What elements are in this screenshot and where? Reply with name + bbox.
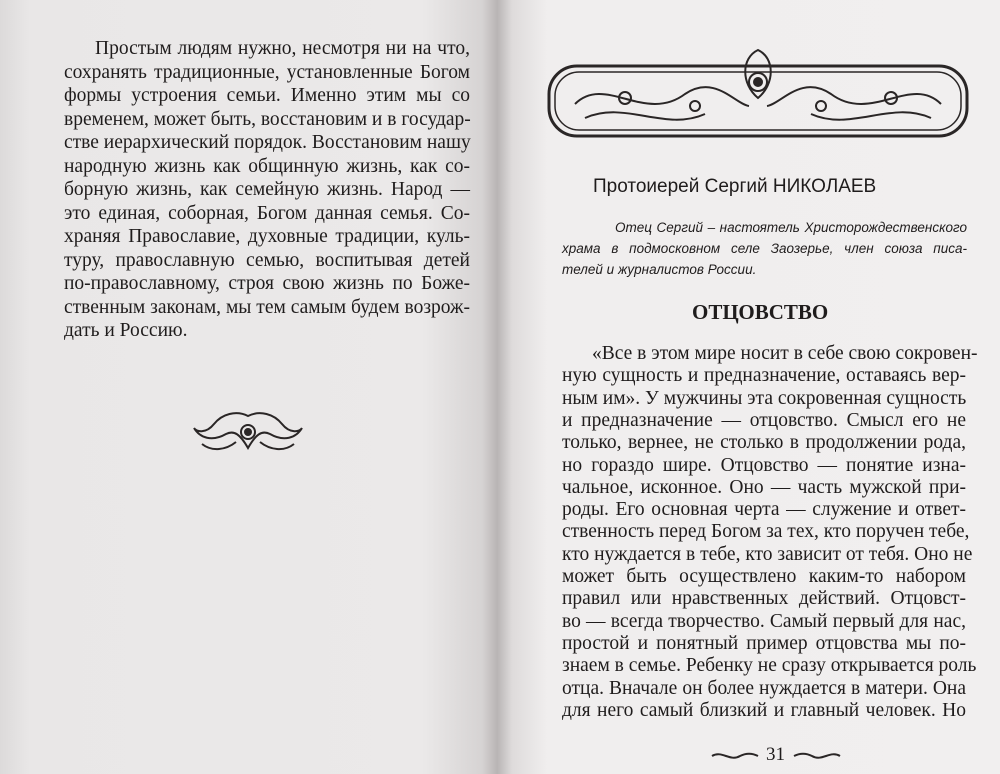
page-number: 31 — [766, 744, 785, 765]
text-line: стве иерархический порядок. Восстановим нашу — [64, 132, 471, 153]
text-line: это единая, соборная, Богом данная семья. Со- — [64, 202, 470, 224]
text-line: но гораздо шире. Отцовство — понятие изна- — [562, 454, 966, 476]
text-line: чальное, исконное. Оно — часть мужской при- — [562, 476, 966, 498]
text-line: только, вернее, не столько в продолжении рода, — [562, 432, 966, 454]
text-line: отца. Вначале он более нуждается в матери. Она — [562, 677, 966, 699]
bio-line: храма в подмосковном селе Заозерье, член союза писа- — [562, 241, 967, 256]
text-line: ную сущность и предназначение, оставаясь вер- — [562, 365, 966, 387]
text-line: народную жизнь как общинную жизнь, как со- — [64, 155, 470, 177]
header-ornament-frame-icon — [545, 44, 971, 142]
text-line: сохранять традиционные, установленные Богом — [64, 61, 470, 83]
text-line: простой и понятный пример отцовства мы по- — [562, 632, 966, 654]
chapter-title: ОТЦОВСТВО — [692, 300, 829, 324]
text-line: роды. Его основная черта — служение и ответ- — [562, 499, 966, 521]
text-line: ственность перед Богом за тех, кто поручен тебе, — [562, 521, 970, 543]
text-line: Простым людям нужно, несмотря ни на что, — [95, 38, 470, 59]
ornament-icon — [192, 408, 304, 456]
text-line: дать и Россию. — [64, 320, 188, 341]
bio-line: телей и журналистов России. — [562, 262, 757, 277]
text-line: может быть осуществлено каким-то набором — [562, 566, 966, 587]
text-line: ственным законам, мы тем самым будем возрож- — [64, 296, 470, 318]
text-line: по-православному, строя свою жизнь по Боже- — [64, 273, 470, 294]
text-line: и предназначение — отцовство. Смысл его не — [562, 409, 966, 431]
text-line: временем, может быть, восстановим и в государ- — [64, 108, 471, 130]
footer-ornament-right-icon — [792, 750, 842, 762]
text-line: во — всегда творчество. Самый первый для нас, — [562, 610, 966, 632]
author-name: Протоиерей Сергий НИКОЛАЕВ — [593, 176, 877, 197]
left-page — [0, 0, 497, 774]
text-line: знаем в семье. Ребенку не сразу открывается роль — [562, 655, 977, 677]
text-line: кто нуждается в тебе, кто зависит от тебя. Оно не — [562, 543, 973, 565]
text-line: ным им». У мужчины эта сокровенная сущность — [562, 387, 967, 409]
footer-ornament-left-icon — [710, 750, 760, 762]
text-line: формы устроения семьи. Именно этим мы со — [64, 85, 470, 106]
text-line: туру, православную семью, воспитывая детей — [64, 249, 470, 271]
text-line: борную жизнь, как семейную жизнь. Народ — — [64, 179, 470, 200]
text-line: для него самый близкий и главный человек. Но — [562, 699, 966, 721]
text-line: «Все в этом мире носит в себе свою сокровен- — [592, 343, 978, 364]
text-line: храняя Православие, духовные традиции, куль- — [64, 226, 470, 247]
bio-line: Отец Сергий – настоятель Христорождественского — [615, 220, 967, 235]
text-line: правил или нравственных действий. Отцовст- — [562, 588, 966, 610]
